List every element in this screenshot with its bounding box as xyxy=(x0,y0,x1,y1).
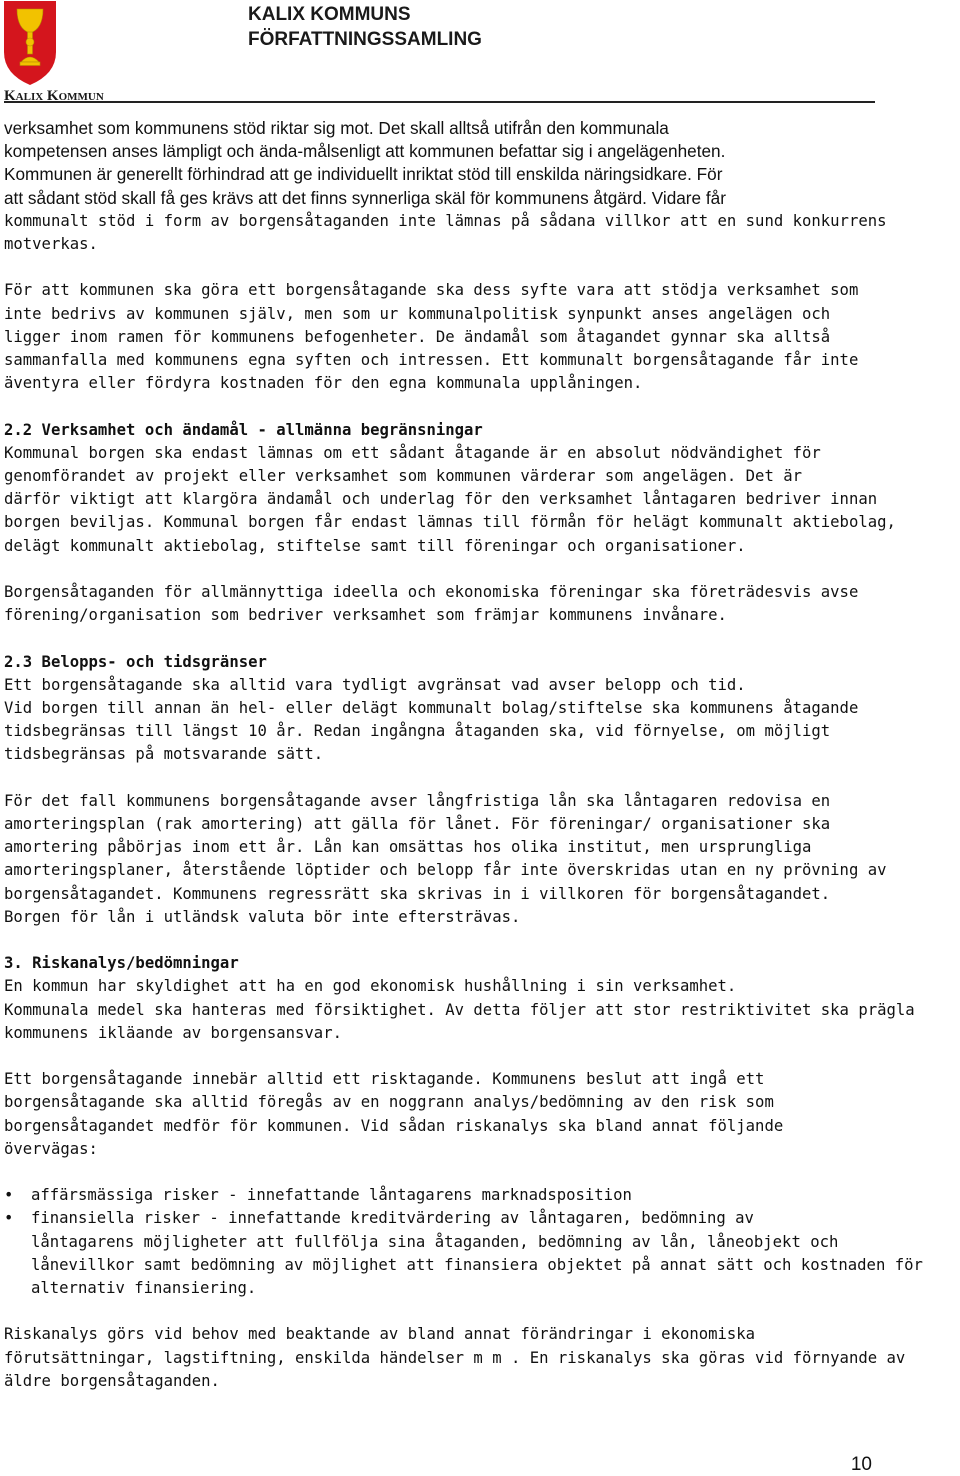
section-heading-2-2: 2.2 Verksamhet och ändamål - allmänna begränsningar xyxy=(4,420,483,439)
header-brand: Kalix Kommun xyxy=(4,88,104,104)
text-line: amortering påbörjas inom ett år. Lån kan omsättas hos olika institut, men ursprungliga xyxy=(4,838,812,857)
list-item xyxy=(4,1184,959,1207)
text-line: lånevillkor samt bedömning av möjlighet att finansiera objektet på annat sätt och kostnaden för xyxy=(31,1255,923,1274)
text-line: tidsbegränsas på motsvarande sätt. xyxy=(4,745,324,764)
text-line: motverkas. xyxy=(4,235,98,254)
kalix-crest-icon xyxy=(2,0,58,86)
text-line: Riskanalys görs vid behov med beaktande av bland annat förändringar i ekonomiska xyxy=(4,1325,756,1344)
text-line: Borgen för lån i utländsk valuta bör inte eftersträvas. xyxy=(4,907,521,926)
page-number: 10 xyxy=(850,1454,872,1475)
text-line: övervägas: xyxy=(4,1139,98,1158)
text-line: borgensåtagandet medför för kommunen. Vid sådan riskanalys ska bland annat följande xyxy=(4,1116,784,1135)
text-line: Kommunen är generellt förhindrad att ge individuellt inriktat stöd till enskilda näringsidkare. För xyxy=(4,164,723,185)
paragraph-gap xyxy=(4,256,959,279)
intro-paragraph-continued xyxy=(4,210,959,256)
text-line: kommunalt stöd i form av borgensåtaganden inte lämnas på sådana villkor att en sund konkurrens xyxy=(4,211,887,230)
text-line: Vid borgen till annan än hel- eller delägt kommunalt bolag/stiftelse ska kommunens åtagande xyxy=(4,699,859,718)
text-line: amorteringsplan (rak amortering) att gälla för lånet. För föreningar/ organisationer ska xyxy=(4,815,831,834)
section-3-paragraph-3 xyxy=(4,1323,959,1393)
text-line: borgen beviljas. Kommunal borgen får endast lämnas till förmån för helägt kommunalt aktiebolag, xyxy=(4,513,896,532)
section-heading-3: 3. Riskanalys/bedömningar xyxy=(4,954,239,973)
section-3-paragraph-2 xyxy=(4,1068,959,1161)
text-line: genomförandet av projekt eller verksamhet som kommunen värderar som angelägen. Det är xyxy=(4,467,802,486)
section-3-paragraph-1 xyxy=(4,975,959,1045)
risk-list xyxy=(4,1184,959,1300)
header-title-line1: KALIX KOMMUNS xyxy=(248,4,411,25)
text-line: sammanfalla med kommunens egna syften och intressen. Ett kommunalt borgensåtagande får inte xyxy=(4,351,859,370)
text-line: att sådant stöd skall få ges krävs att det finns synnerliga skäl för kommunens åtgärd. Vidare får xyxy=(4,187,726,208)
paragraph-gap xyxy=(4,627,959,650)
section-2-3-paragraph-2 xyxy=(4,790,959,929)
paragraph-gap xyxy=(4,1300,959,1323)
text-line: borgensåtagande ska alltid föregås av en noggrann analys/bedömning av den risk som xyxy=(4,1093,774,1112)
text-line: låntagarens möjligheter att fullfölja sina åtaganden, bedömning av lån, låneobjekt och xyxy=(31,1232,839,1251)
text-line: För det fall kommunens borgensåtagande avser långfristiga lån ska låntagaren redovisa en xyxy=(4,791,831,810)
section-2-2-paragraph-1 xyxy=(4,442,959,558)
text-line: ligger inom ramen för kommunens befogenheter. De ändamål som åtagandet gynnar ska alltså xyxy=(4,327,831,346)
text-line: amorteringsplaner, återstående löptider och belopp får inte överskridas utan en ny prövning av xyxy=(4,861,887,880)
section-heading-2-3: 2.3 Belopps- och tidsgränser xyxy=(4,652,267,671)
paragraph-gap xyxy=(4,767,959,790)
paragraph-gap xyxy=(4,395,959,418)
text-line: • affärsmässiga risker - innefattande låntagarens marknadsposition xyxy=(31,1186,632,1205)
text-line: äldre borgensåtaganden. xyxy=(4,1371,220,1390)
intro-paragraph xyxy=(4,117,959,210)
text-line: delägt kommunalt aktiebolag, stiftelse samt till föreningar och organisationer. xyxy=(4,536,746,555)
text-line: förening/organisation som bedriver verksamhet som främjar kommunens invånare. xyxy=(4,606,727,625)
document-body xyxy=(4,117,959,1393)
text-line: kompetensen anses lämpligt och ända-målsenligt att kommunen befattar sig i angelägenheten. xyxy=(4,141,726,162)
text-line: För att kommunen ska göra ett borgensåtagande ska dess syfte vara att stödja verksamhet som xyxy=(4,281,859,300)
text-line: verksamhet som kommunens stöd riktar sig mot. Det skall alltså utifrån den kommunala xyxy=(4,118,669,138)
text-line: En kommun har skyldighet att ha en god ekonomisk hushållning i sin verksamhet. xyxy=(4,977,737,996)
text-line: Kommunala medel ska hanteras med försiktighet. Av detta följer att stor restriktivitet ska prägla xyxy=(4,1000,915,1019)
text-line: Ett borgensåtagande innebär alltid ett risktagande. Kommunens beslut att ingå ett xyxy=(4,1070,765,1089)
section-2-3-paragraph-1 xyxy=(4,674,959,767)
text-line: borgensåtagandet. Kommunens regressrätt ska skrivas in i villkoren för borgensåtagandet. xyxy=(4,884,831,903)
text-line: äventyra eller fördyra kostnaden för den egna kommunala upplåningen. xyxy=(4,374,643,393)
paragraph-gap xyxy=(4,1161,959,1184)
text-line: alternativ finansiering. xyxy=(31,1279,257,1298)
header-title-line2: FÖRFATTNINGSSAMLING xyxy=(248,29,482,50)
text-line: inte bedrivs av kommunen själv, men som ur kommunalpolitisk synpunkt anses angelägen och xyxy=(4,304,831,323)
page-header xyxy=(0,0,960,110)
paragraph-gap xyxy=(4,1045,959,1068)
paragraph-gap xyxy=(4,558,959,581)
list-item xyxy=(4,1207,959,1300)
text-line: kommunens ikläande av borgensansvar. xyxy=(4,1023,342,1042)
text-line: Ett borgensåtagande ska alltid vara tydligt avgränsat vad avser belopp och tid. xyxy=(4,675,746,694)
section-2-2-paragraph-2 xyxy=(4,581,959,627)
text-line: • finansiella risker - innefattande kreditvärdering av låntagaren, bedömning av xyxy=(31,1209,754,1228)
header-title xyxy=(248,2,482,52)
paragraph-gap xyxy=(4,929,959,952)
text-line: Borgensåtaganden för allmännyttiga ideella och ekonomiska föreningar ska företrädesvis avse xyxy=(4,583,859,602)
text-line: tidsbegränsas till längst 10 år. Redan ingångna åtaganden ska, vid förnyelse, om möjligt xyxy=(4,722,831,741)
text-line: Kommunal borgen ska endast lämnas om ett sådant åtagande är en absolut nödvändighet för xyxy=(4,443,821,462)
text-line: förutsättningar, lagstiftning, enskilda händelser m m . En riskanalys ska göras vid förnyande av xyxy=(4,1348,906,1367)
purpose-paragraph xyxy=(4,279,959,395)
header-divider xyxy=(4,101,875,103)
text-line: därför viktigt att klargöra ändamål och underlag för den verksamhet låntagaren bedriver innan xyxy=(4,490,878,509)
